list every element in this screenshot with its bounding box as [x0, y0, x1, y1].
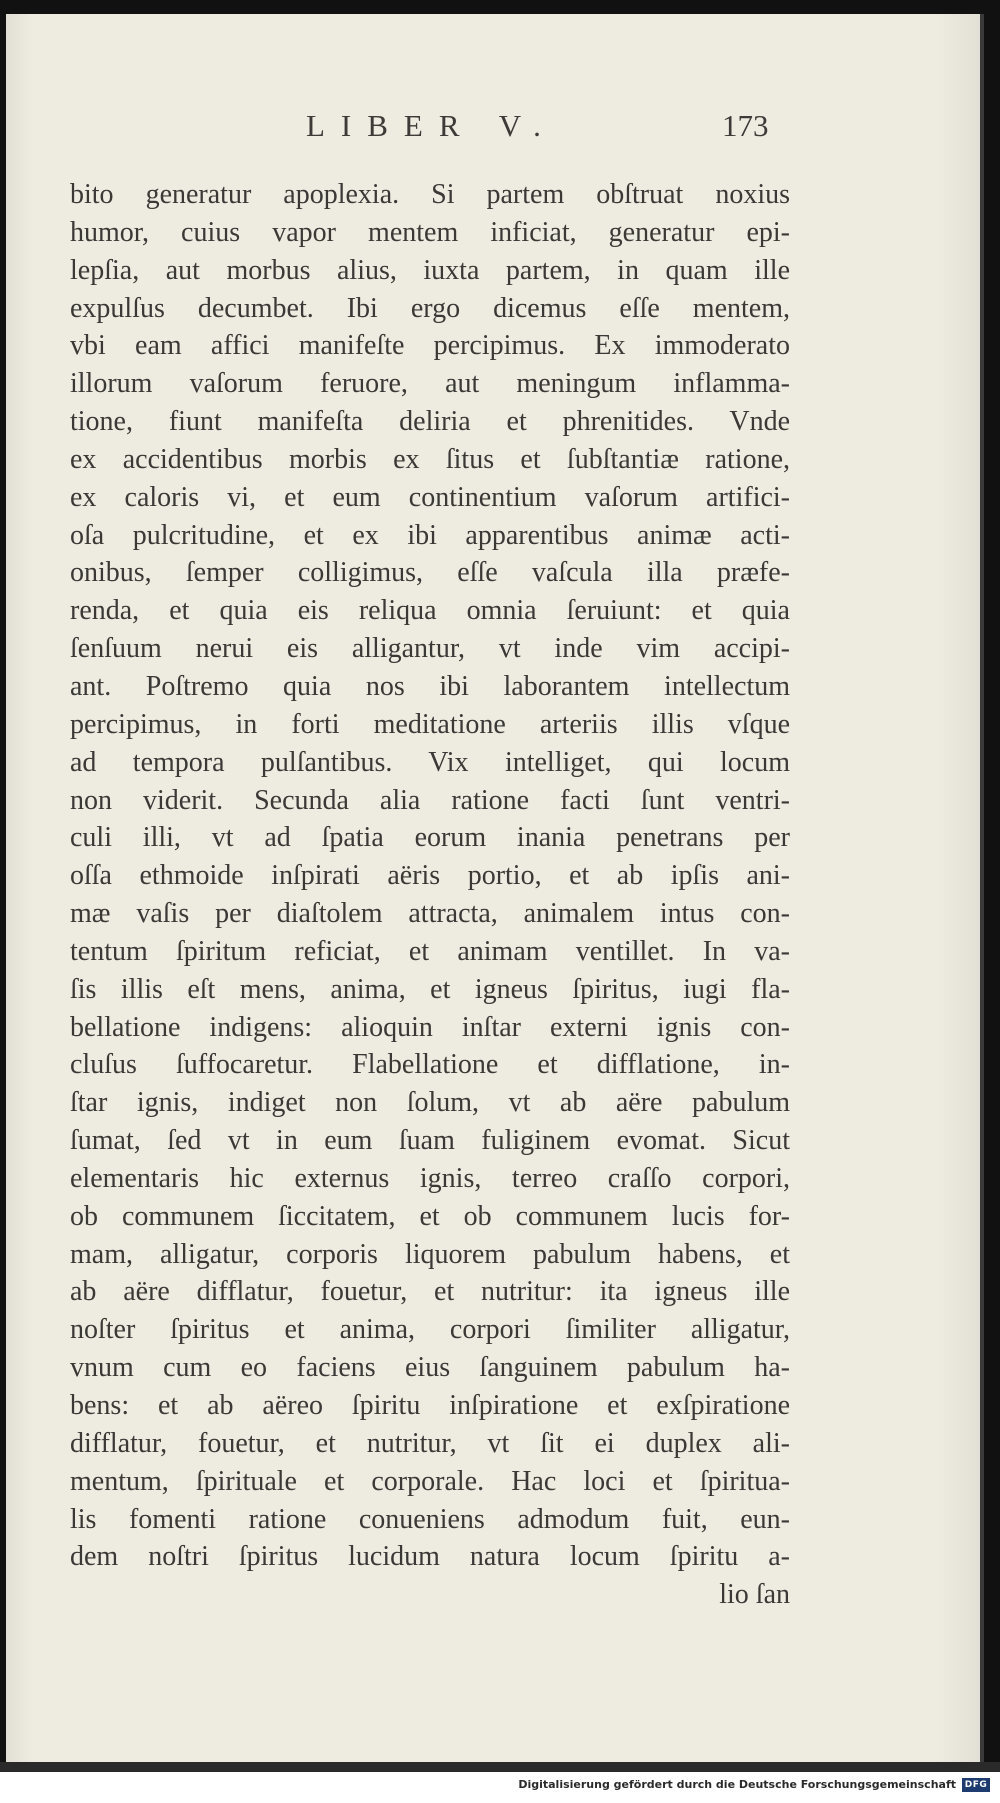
- text-line: mam, alligatur, corporis liquorem pabulum habens, et: [70, 1238, 790, 1270]
- page-edge-shadow: [980, 14, 984, 1762]
- text-line: culi illi, vt ad ſpatia eorum inania penetrans per: [70, 822, 790, 854]
- text-line: ſenſuum nerui eis alligantur, vt inde vim accipi-: [70, 633, 790, 665]
- text-line: bens: et ab aëreo ſpiritu inſpiratione et exſpiratione: [70, 1390, 790, 1421]
- text-line: humor, cuius vapor mentem inficiat, generatur epi-: [70, 216, 790, 248]
- text-line: non viderit. Secunda alia ratione facti ſunt ventri-: [70, 784, 790, 816]
- text-line: vnum cum eo faciens eius ſanguinem pabulum ha-: [70, 1352, 790, 1384]
- text-line: illorum vaſorum feruore, aut meningum inflamma-: [70, 368, 790, 400]
- running-head: LIBER V.: [306, 108, 557, 143]
- text-line: ex caloris vi, et eum continentium vaſorum artifici-: [70, 481, 790, 513]
- text-line: renda, et quia eis reliqua omnia ſeruiunt: et quia: [70, 595, 790, 627]
- text-line: expulſus decumbet. Ibi ergo dicemus eſſe mentem,: [70, 292, 790, 324]
- page-bottom-edge: [0, 1762, 1000, 1772]
- text-line: elementaris hic externus ignis, terreo craſſo corpori,: [70, 1162, 790, 1194]
- page-header: [0, 108, 1000, 152]
- text-line: difflatur, fouetur, et nutritur, vt ſit ei duplex ali-: [70, 1427, 790, 1459]
- dfg-logo: DFG: [962, 1778, 990, 1792]
- catchword: lio ſan: [719, 1579, 790, 1611]
- text-line: tentum ſpiritum reficiat, et animam ventillet. In va-: [70, 935, 790, 967]
- text-line: lis fomenti ratione conueniens admodum fuit, eun-: [70, 1503, 790, 1535]
- text-line: oſſa ethmoide inſpirati aëris portio, et ab ipſis ani-: [70, 860, 790, 892]
- text-line: percipimus, in forti meditatione arteriis illis vſque: [70, 708, 790, 740]
- text-line: cluſus ſuffocaretur. Flabellatione et difflatione, in-: [70, 1049, 790, 1081]
- text-line: ad tempora pulſantibus. Vix intelliget, qui locum: [70, 746, 790, 778]
- text-line: ſtar ignis, indiget non ſolum, vt ab aëre pabulum: [70, 1087, 790, 1119]
- text-line: ſumat, ſed vt in eum ſuam fuliginem evomat. Sicut: [70, 1125, 790, 1157]
- text-line: ex accidentibus morbis ex ſitus et ſubſtantiæ ratione,: [70, 443, 790, 475]
- digitization-credit: Digitalisierung gefördert durch die Deutsche Forschungsgemeinschaft: [518, 1778, 956, 1791]
- text-line: lepſia, aut morbus alius, iuxta partem, in quam ille: [70, 254, 790, 286]
- text-line: tione, fiunt manifeſta deliria et phrenitides. Vnde: [70, 406, 790, 438]
- digitization-credit-bar: [0, 1772, 1000, 1803]
- text-line: ant. Poſtremo quia nos ibi laborantem intellectum: [70, 670, 790, 702]
- text-line: ſis illis eſt mens, anima, et igneus ſpiritus, iugi fla-: [70, 973, 790, 1005]
- text-line: bito generatur apoplexia. Si partem obſtruat noxius: [70, 179, 790, 210]
- text-line: ob communem ſiccitatem, et ob communem lucis for-: [70, 1200, 790, 1232]
- text-line: mentum, ſpirituale et corporale. Hac loci et ſpiritua-: [70, 1465, 790, 1497]
- text-line: ab aëre difflatur, fouetur, et nutritur: ita igneus ille: [70, 1276, 790, 1308]
- text-line: mæ vaſis per diaſtolem attracta, animalem intus con-: [70, 898, 790, 930]
- page-number: 173: [722, 108, 769, 143]
- text-line: oſa pulcritudine, et ex ibi apparentibus animæ acti-: [70, 519, 790, 551]
- text-line: onibus, ſemper colligimus, eſſe vaſcula illa præfe-: [70, 557, 790, 589]
- body-text: [70, 176, 790, 1614]
- text-line: bellatione indigens: alioquin inſtar externi ignis con-: [70, 1011, 790, 1043]
- text-line: noſter ſpiritus et anima, corpori ſimiliter alligatur,: [70, 1314, 790, 1346]
- text-line: dem noſtri ſpiritus lucidum natura locum ſpiritu a-: [70, 1541, 790, 1573]
- text-line: vbi eam affici manifeſte percipimus. Ex immoderato: [70, 330, 790, 362]
